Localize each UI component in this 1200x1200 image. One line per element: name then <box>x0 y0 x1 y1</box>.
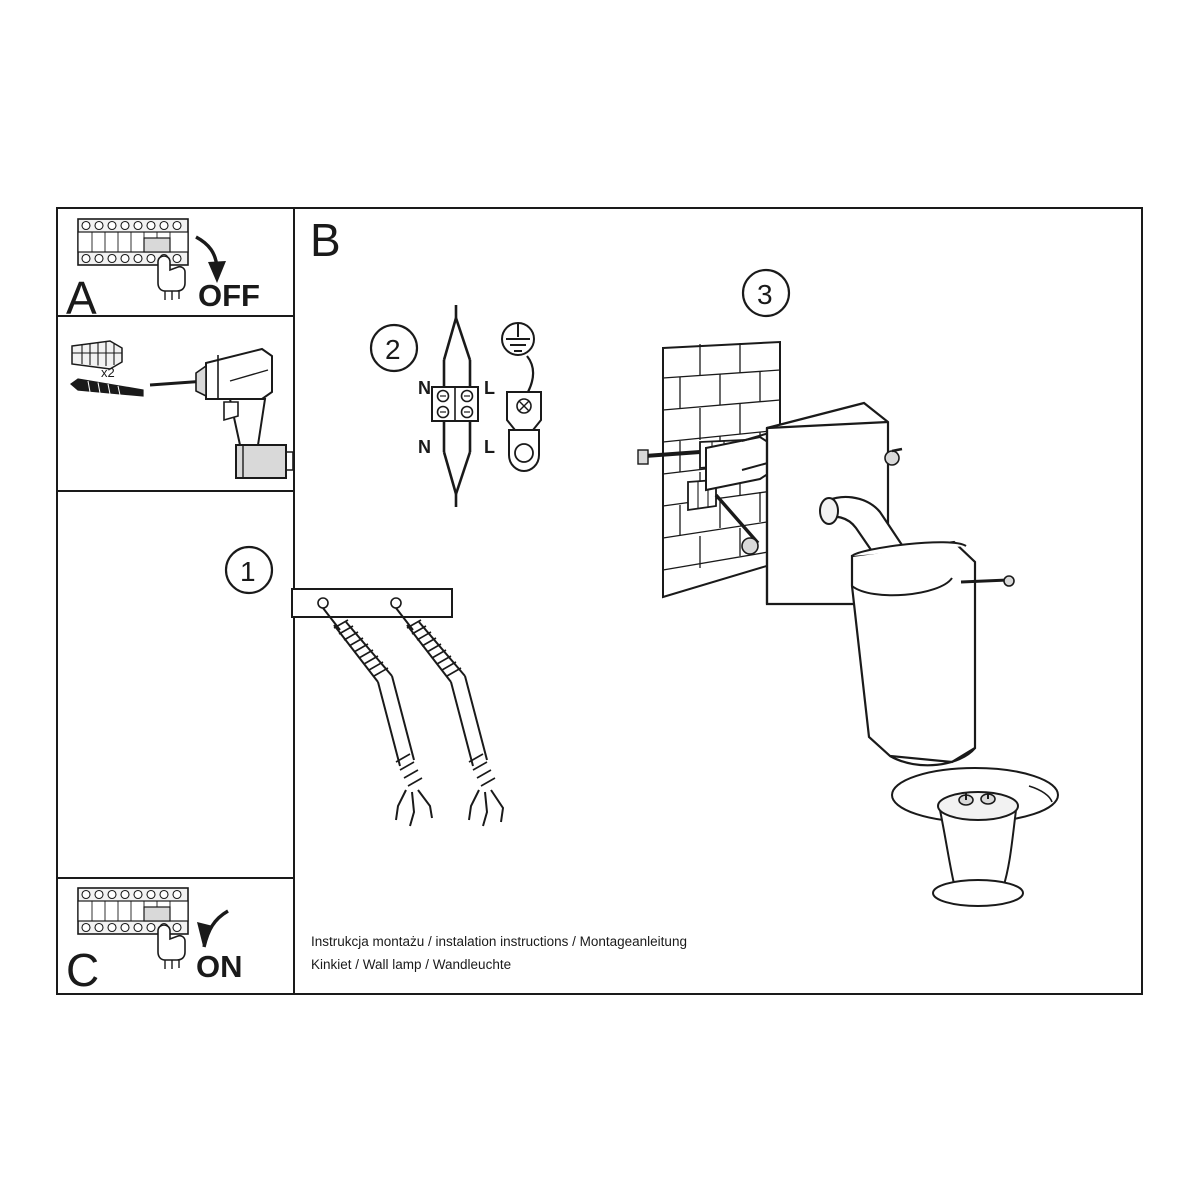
label-n-top: N <box>418 378 431 398</box>
caption-line-1: Instrukcja montażu / instalation instructions / Montageanleitung <box>311 934 687 949</box>
label-step-3: 3 <box>757 279 773 310</box>
screw-quantity-label: x2 <box>101 365 115 380</box>
terminal-block-c <box>78 888 188 934</box>
label-step-1: 1 <box>240 556 256 587</box>
label-a: A <box>66 272 97 324</box>
earth-ground-icon <box>502 323 534 355</box>
label-b: B <box>310 214 341 266</box>
label-l-bottom: L <box>484 437 495 457</box>
terminal-block-a <box>78 219 188 265</box>
label-step-2: 2 <box>385 334 401 365</box>
label-off: OFF <box>198 278 260 313</box>
label-l-top: L <box>484 378 495 398</box>
label-on: ON <box>196 949 243 984</box>
lamp-shade <box>852 542 975 765</box>
caption-line-2: Kinkiet / Wall lamp / Wandleuchte <box>311 957 512 972</box>
label-n-bottom: N <box>418 437 431 457</box>
label-c: C <box>66 944 100 996</box>
